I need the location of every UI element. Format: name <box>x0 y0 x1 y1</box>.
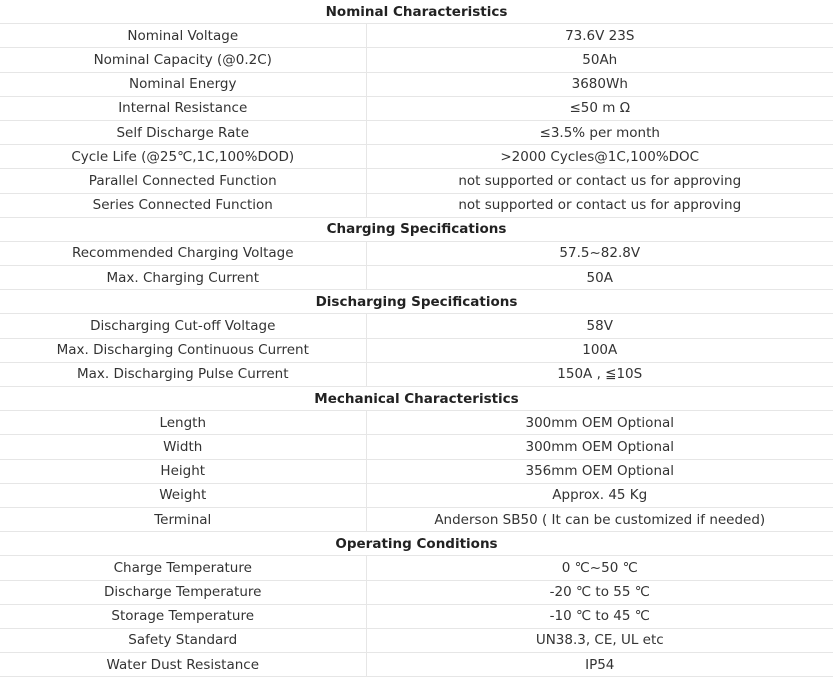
spec-label: Internal Resistance <box>0 96 366 120</box>
spec-label: Charge Temperature <box>0 556 366 580</box>
spec-row <box>0 72 833 96</box>
spec-value: 300mm OEM Optional <box>366 411 833 435</box>
spec-label: Safety Standard <box>0 628 366 652</box>
spec-row <box>0 96 833 120</box>
spec-label: Height <box>0 459 366 483</box>
spec-value: >2000 Cycles@1C,100%DOC <box>366 145 833 169</box>
spec-row <box>0 193 833 217</box>
spec-label: Nominal Capacity (@0.2C) <box>0 48 366 72</box>
spec-row <box>0 266 833 290</box>
spec-label: Discharging Cut-off Voltage <box>0 314 366 338</box>
spec-value: 57.5~82.8V <box>366 241 833 265</box>
spec-row <box>0 580 833 604</box>
section-header-row <box>0 217 833 241</box>
spec-value: -10 ℃ to 45 ℃ <box>366 604 833 628</box>
section-title: Operating Conditions <box>0 532 833 556</box>
section-header-row <box>0 0 833 24</box>
spec-label: Terminal <box>0 507 366 531</box>
spec-label: Length <box>0 411 366 435</box>
spec-row <box>0 483 833 507</box>
spec-value: -20 ℃ to 55 ℃ <box>366 580 833 604</box>
spec-value: 150A , ≦10S <box>366 362 833 386</box>
spec-label: Nominal Voltage <box>0 24 366 48</box>
spec-row <box>0 314 833 338</box>
spec-value: Anderson SB50 ( It can be customized if needed) <box>366 507 833 531</box>
spec-label: Self Discharge Rate <box>0 120 366 144</box>
spec-value: 58V <box>366 314 833 338</box>
spec-value: IP54 <box>366 653 833 677</box>
spec-value: UN38.3, CE, UL etc <box>366 628 833 652</box>
section-title: Nominal Characteristics <box>0 0 833 24</box>
spec-row <box>0 120 833 144</box>
spec-label: Max. Charging Current <box>0 266 366 290</box>
section-title: Mechanical Characteristics <box>0 387 833 411</box>
spec-row <box>0 241 833 265</box>
spec-value: 50Ah <box>366 48 833 72</box>
spec-row <box>0 411 833 435</box>
spec-value: 300mm OEM Optional <box>366 435 833 459</box>
spec-label: Max. Discharging Pulse Current <box>0 362 366 386</box>
spec-label: Storage Temperature <box>0 604 366 628</box>
spec-row <box>0 435 833 459</box>
spec-value: 100A <box>366 338 833 362</box>
spec-label: Recommended Charging Voltage <box>0 241 366 265</box>
spec-value: 356mm OEM Optional <box>366 459 833 483</box>
spec-value: not supported or contact us for approving <box>366 193 833 217</box>
spec-value: not supported or contact us for approving <box>366 169 833 193</box>
spec-label: Cycle Life (@25℃,1C,100%DOD) <box>0 145 366 169</box>
spec-row <box>0 459 833 483</box>
spec-label: Weight <box>0 483 366 507</box>
spec-row <box>0 48 833 72</box>
section-title: Charging Specifications <box>0 217 833 241</box>
spec-label: Series Connected Function <box>0 193 366 217</box>
spec-value: Approx. 45 Kg <box>366 483 833 507</box>
spec-label: Nominal Energy <box>0 72 366 96</box>
spec-label: Max. Discharging Continuous Current <box>0 338 366 362</box>
spec-value: 73.6V 23S <box>366 24 833 48</box>
spec-row <box>0 556 833 580</box>
spec-row <box>0 653 833 677</box>
spec-row <box>0 24 833 48</box>
spec-row <box>0 628 833 652</box>
spec-row <box>0 169 833 193</box>
spec-row <box>0 604 833 628</box>
spec-label: Parallel Connected Function <box>0 169 366 193</box>
spec-row <box>0 362 833 386</box>
section-header-row <box>0 532 833 556</box>
spec-row <box>0 338 833 362</box>
spec-label: Discharge Temperature <box>0 580 366 604</box>
section-title: Discharging Specifications <box>0 290 833 314</box>
spec-row <box>0 145 833 169</box>
spec-value: 3680Wh <box>366 72 833 96</box>
spec-row <box>0 507 833 531</box>
spec-label: Width <box>0 435 366 459</box>
section-header-row <box>0 290 833 314</box>
spec-label: Water Dust Resistance <box>0 653 366 677</box>
spec-value: ≤50 m Ω <box>366 96 833 120</box>
spec-value: ≤3.5% per month <box>366 120 833 144</box>
spec-value: 50A <box>366 266 833 290</box>
spec-value: 0 ℃~50 ℃ <box>366 556 833 580</box>
section-header-row <box>0 387 833 411</box>
